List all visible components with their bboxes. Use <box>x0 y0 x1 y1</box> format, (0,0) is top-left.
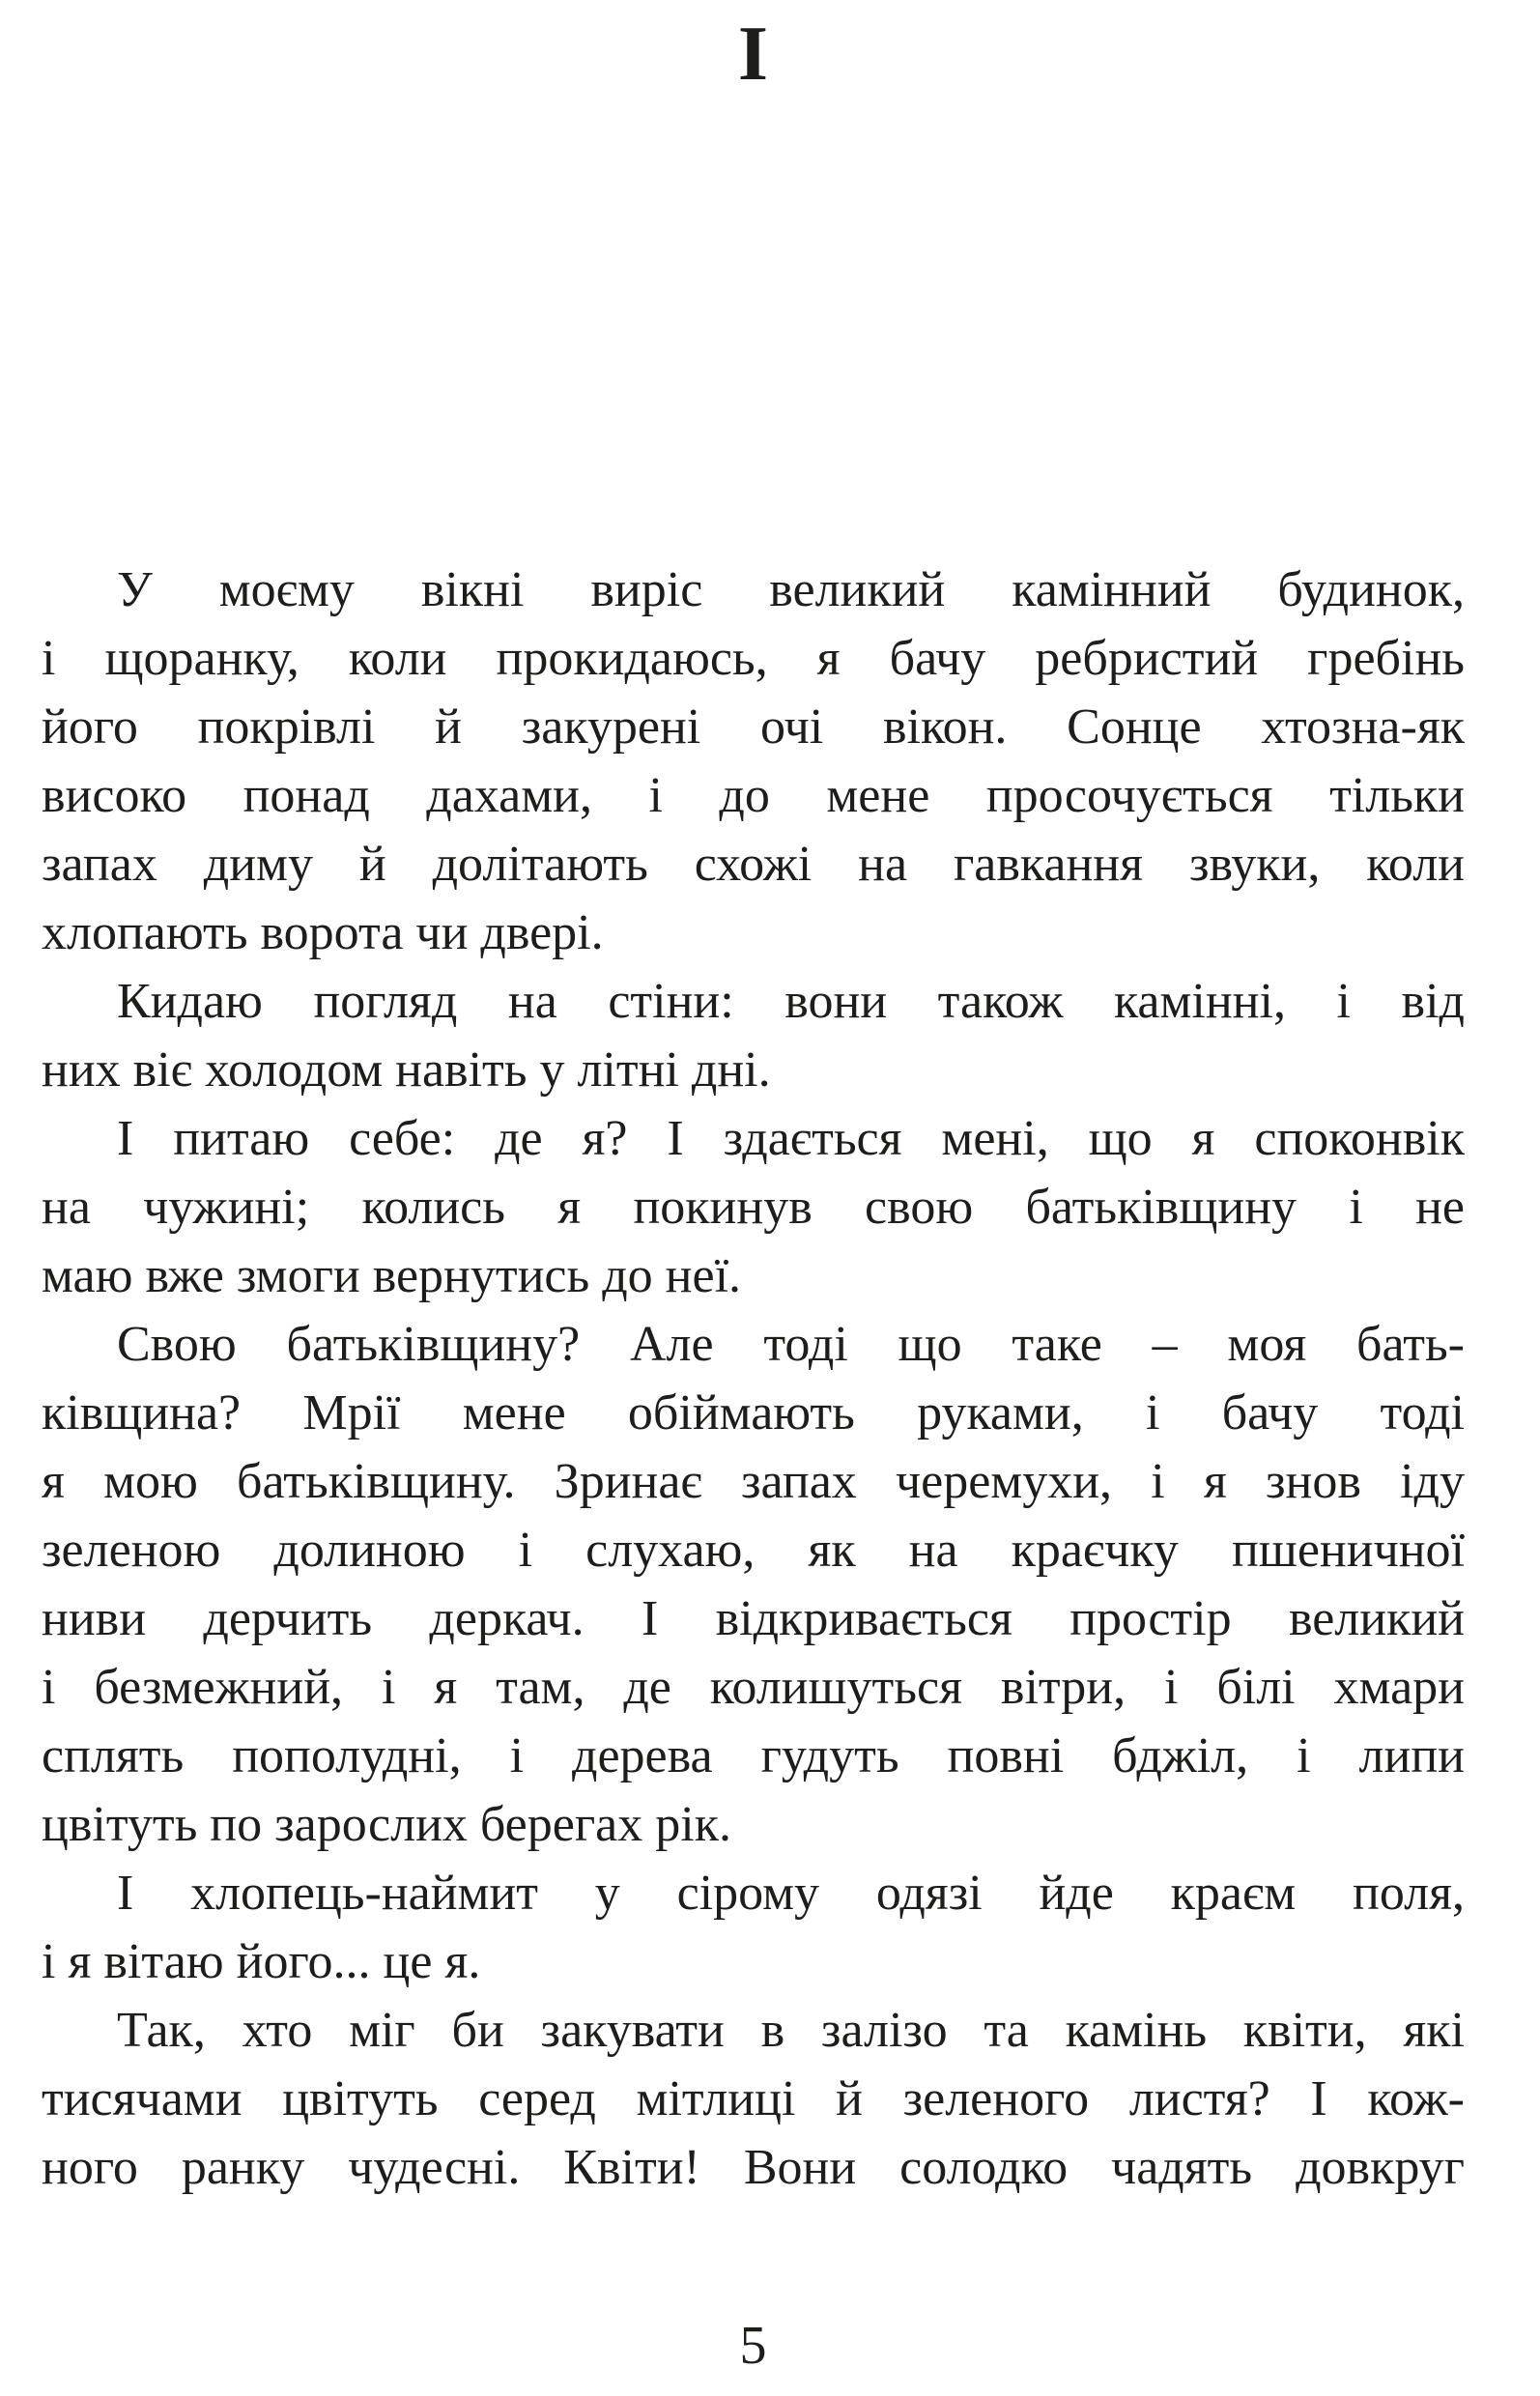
text-line: І хлопець-наймит у сірому одязі йде краєм поля, <box>117 1866 1465 1921</box>
text-line: ного ранку чудесні. Квіти! Вони солодко чадять довкруг <box>42 2140 1465 2195</box>
paragraph <box>42 1310 1465 1859</box>
text-line: ниви дерчить деркач. І відкривається простір великий <box>42 1591 1465 1646</box>
page-number: 5 <box>739 2316 767 2376</box>
paragraph <box>42 556 1465 967</box>
text-line: цвітуть по зарослих берегах рік. <box>42 1797 731 1852</box>
text-line: Кидаю погляд на стіни: вони також камінні, і від <box>117 974 1465 1029</box>
text-line: і щоранку, коли прокидаюсь, я бачу ребристий гребінь <box>42 631 1465 686</box>
text-line: тисячами цвітуть серед мітлиці й зеленого листя? І кож- <box>42 2071 1465 2126</box>
text-line: Свою батьківщину? Але тоді що таке – моя бать- <box>117 1317 1465 1372</box>
text-line: і безмежний, і я там, де колишуться вітри, і білі хмари <box>42 1660 1465 1715</box>
chapter-heading: I <box>737 12 769 97</box>
text-line: і я вітаю його... це я. <box>42 1934 481 1989</box>
text-line: хлопають ворота чи двері. <box>42 905 604 960</box>
text-line: зеленою долиною і слухаю, як на краєчку пшеничної <box>42 1523 1465 1578</box>
text-line: високо понад дахами, і до мене просочується тільки <box>42 768 1465 823</box>
text-line: я мою батьківщину. Зринає запах черемухи, і я знов іду <box>42 1454 1465 1509</box>
text-line: У моєму вікні виріс великий камінний будинок, <box>117 562 1465 617</box>
text-line: запах диму й долітають схожі на гавкання звуки, коли <box>42 837 1465 892</box>
paragraph <box>42 1104 1465 1310</box>
text-line: сплять пополудні, і дерева гудуть повні бджіл, і липи <box>42 1728 1465 1783</box>
text-line: ківщина? Мрії мене обіймають руками, і бачу тоді <box>42 1385 1465 1440</box>
text-line: І питаю себе: де я? І здається мені, що я споконвік <box>117 1111 1465 1166</box>
text-line: маю вже змоги вернутись до неї. <box>42 1248 742 1303</box>
text-line: його покрівлі й закурені очі вікон. Сонце хтозна-як <box>42 699 1465 755</box>
text-line: на чужині; колись я покинув свою батьківщину і не <box>42 1180 1465 1235</box>
paragraph <box>42 1996 1465 2202</box>
paragraph <box>42 1859 1465 1996</box>
text-line: них віє холодом навіть у літні дні. <box>42 1042 771 1098</box>
text-line: Так, хто міг би закувати в залізо та камінь квіти, які <box>117 2003 1465 2058</box>
paragraph <box>42 967 1465 1104</box>
body-text <box>42 556 1465 2202</box>
